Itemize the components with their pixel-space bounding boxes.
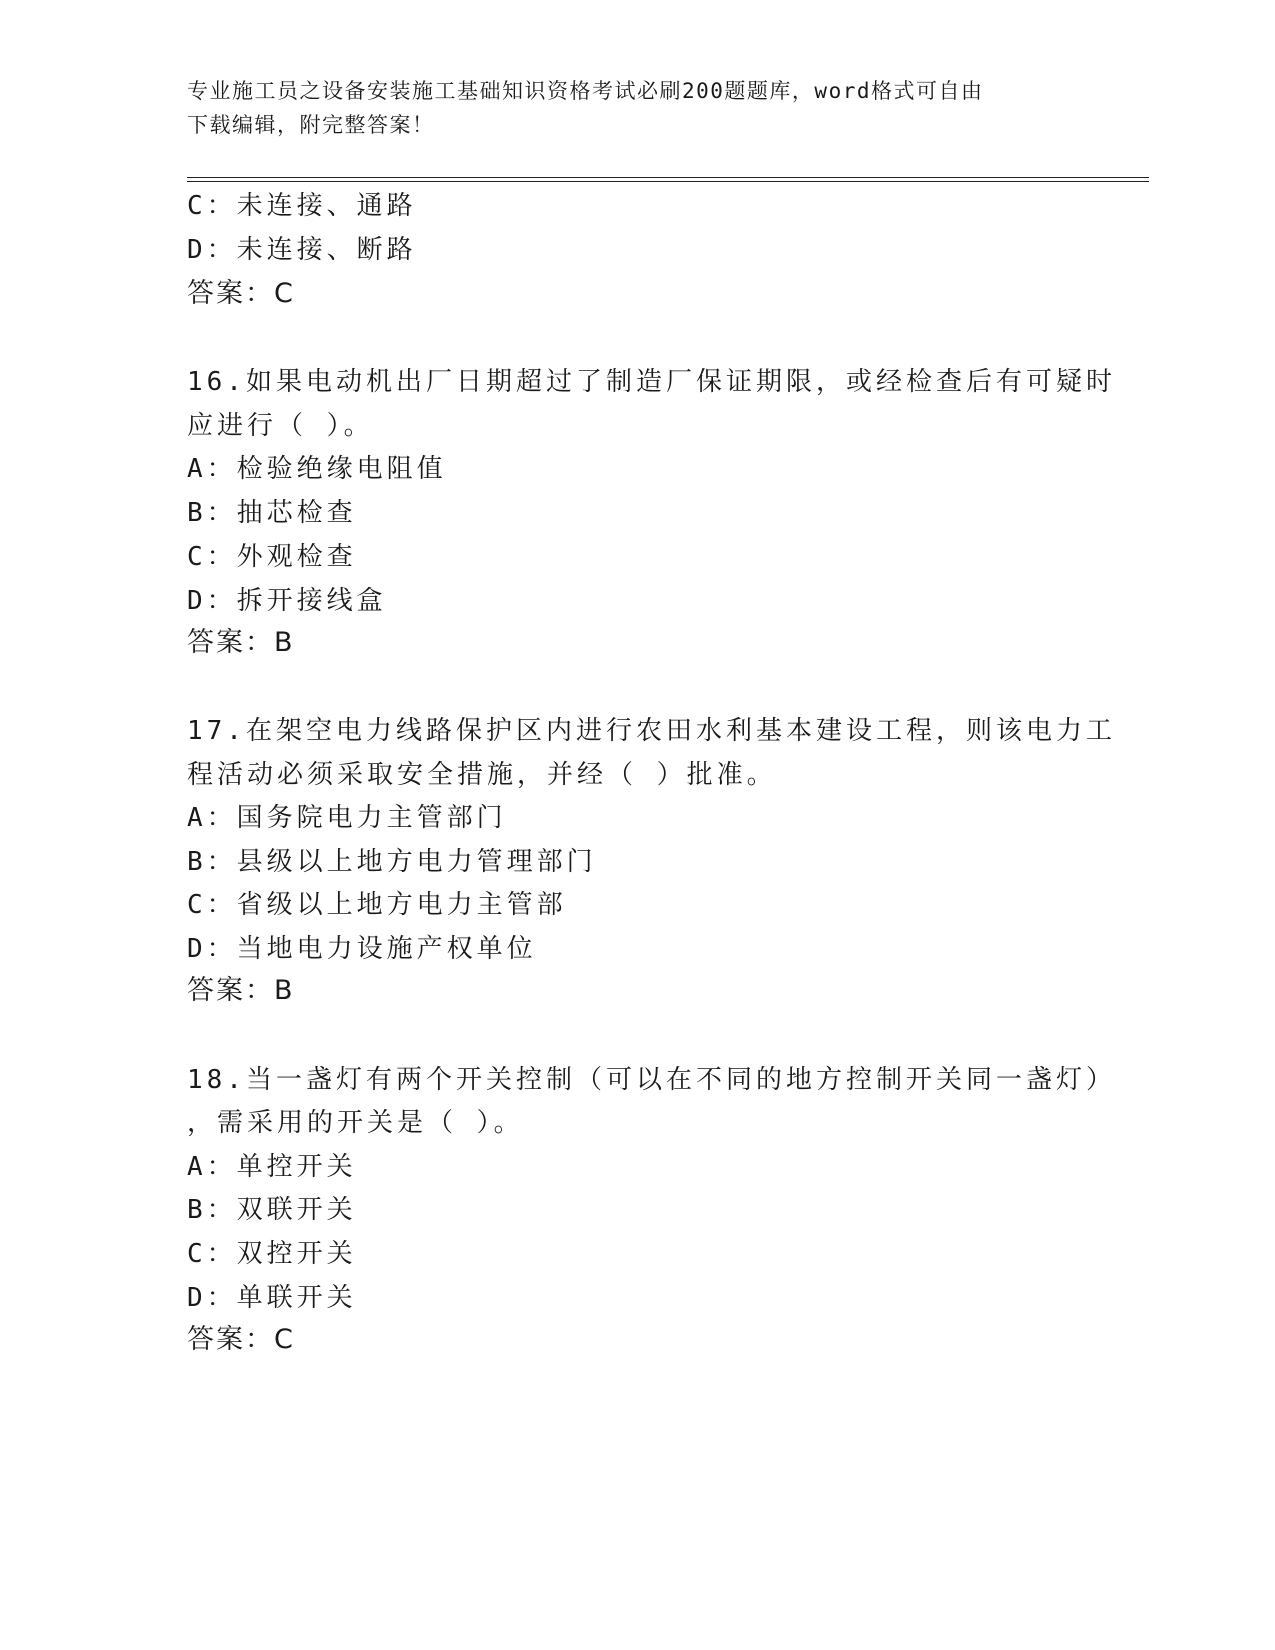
question-stem: 17.在架空电力线路保护区内进行农田水利基本建设工程，则该电力工 (187, 716, 1116, 746)
option-d: D：拆开接线盒 (187, 586, 387, 616)
option-c: C：省级以上地方电力主管部 (187, 890, 567, 920)
option-d: D：当地电力设施产权单位 (187, 934, 537, 964)
header-divider (187, 177, 1149, 183)
option-b: B：县级以上地方电力管理部门 (187, 847, 597, 877)
answer-line: 答案：C (187, 1324, 295, 1355)
header-divider-line-top (187, 177, 1149, 178)
option-d: D：单联开关 (187, 1283, 357, 1313)
option-b: B：双联开关 (187, 1195, 357, 1225)
option-c: C：外观检查 (187, 542, 357, 572)
question-stem: 16.如果电动机出厂日期超过了制造厂保证期限，或经检查后有可疑时 (187, 367, 1116, 397)
option-a: A：单控开关 (187, 1152, 357, 1182)
question-stem-continued: ，需采用的开关是（ ）。 (187, 1108, 524, 1138)
header-divider-line-bottom (187, 181, 1149, 182)
answer-line: 答案：C (187, 278, 295, 309)
question-stem-continued: 程活动必须采取安全措施，并经（ ）批准。 (187, 760, 777, 790)
option-b: B：抽芯检查 (187, 498, 357, 528)
option-d: D：未连接、断路 (187, 235, 417, 265)
answer-line: 答案：B (187, 975, 295, 1006)
header-line-2: 下载编辑，附完整答案！ (187, 113, 435, 137)
option-a: A：国务院电力主管部门 (187, 803, 507, 833)
question-stem: 18.当一盏灯有两个开关控制（可以在不同的地方控制开关同一盏灯） (187, 1065, 1116, 1095)
answer-line: 答案：B (187, 627, 295, 658)
header-line-1: 专业施工员之设备安装施工基础知识资格考试必刷200题题库，word格式可自由 (187, 79, 984, 103)
option-a: A：检验绝缘电阻值 (187, 454, 447, 484)
document-header (187, 74, 1087, 142)
option-c: C：未连接、通路 (187, 191, 417, 221)
option-c: C：双控开关 (187, 1239, 357, 1269)
question-stem-continued: 应进行（ ）。 (187, 411, 374, 441)
